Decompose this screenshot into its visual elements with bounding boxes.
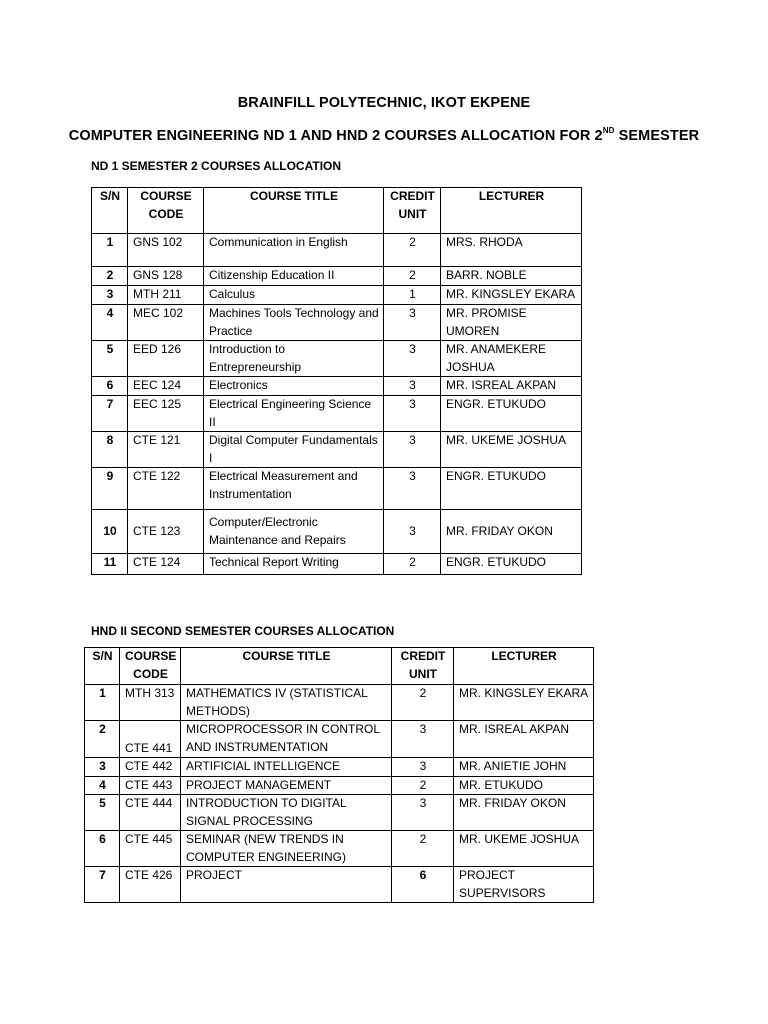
nd1-section-heading: ND 1 SEMESTER 2 COURSES ALLOCATION [91,159,342,173]
col-header-sn: S/N [92,188,128,234]
cell-credit-unit: 2 [384,234,441,267]
cell-lecturer: MR. ISREAL AKPAN [441,377,582,396]
cell-course-code: CTE 124 [128,554,204,575]
col-header-course-title: COURSE TITLE [204,188,384,234]
cell-sn: 4 [85,776,120,795]
table-row [85,758,594,777]
table-row [92,234,582,267]
cell-credit-unit: 3 [392,758,454,777]
cell-course-code: CTE 442 [120,758,181,777]
cell-credit-unit: 3 [384,341,441,377]
cell-lecturer: MR. UKEME JOSHUA [454,831,594,867]
cell-course-code: EEC 124 [128,377,204,396]
cell-lecturer: MR. KINGSLEY EKARA [454,685,594,721]
cell-course-code: CTE 426 [120,867,181,903]
cell-sn: 2 [85,721,120,758]
col-header-credit-unit: CREDIT UNIT [384,188,441,234]
subtitle-superscript: ND [602,126,615,135]
cell-course-title: Electrical Engineering Science II [204,396,384,432]
cell-course-code: CTE 121 [128,432,204,468]
col-header-course-code: COURSE CODE [120,648,181,685]
cell-sn: 6 [92,377,128,396]
cell-credit-unit: 3 [384,510,441,554]
col-header-lecturer: LECTURER [454,648,594,685]
cell-course-code: MEC 102 [128,305,204,341]
cell-course-code: CTE 444 [120,795,181,831]
cell-sn: 7 [92,396,128,432]
cell-course-code: CTE 122 [128,468,204,510]
cell-lecturer: PROJECT SUPERVISORS [454,867,594,903]
cell-course-code: CTE 123 [128,510,204,554]
cell-sn: 2 [92,267,128,286]
cell-credit-unit: 3 [392,721,454,758]
cell-course-title: ARTIFICIAL INTELLIGENCE [181,758,392,777]
cell-lecturer: ENGR. ETUKUDO [441,468,582,510]
cell-credit-unit: 2 [384,554,441,575]
cell-course-code: CTE 445 [120,831,181,867]
table-row [85,685,594,721]
cell-course-title: Citizenship Education II [204,267,384,286]
cell-course-title: SEMINAR (NEW TRENDS IN COMPUTER ENGINEERING) [181,831,392,867]
table-header-row [92,188,582,234]
col-header-credit-unit: CREDIT UNIT [392,648,454,685]
table-row [85,795,594,831]
table-row [92,554,582,575]
cell-course-code: EEC 125 [128,396,204,432]
table-row [92,432,582,468]
cell-course-code: GNS 128 [128,267,204,286]
cell-sn: 9 [92,468,128,510]
cell-lecturer: ENGR. ETUKUDO [441,554,582,575]
cell-lecturer: MR. FRIDAY OKON [441,510,582,554]
subtitle-main: COMPUTER ENGINEERING ND 1 AND HND 2 COURSES ALLOCATION FOR 2 [68,128,603,144]
col-header-course-title: COURSE TITLE [181,648,392,685]
hnd2-section-heading: HND II SECOND SEMESTER COURSES ALLOCATION [91,624,395,638]
cell-course-title: Electrical Measurement and Instrumentation [204,468,384,510]
cell-sn: 1 [92,234,128,267]
cell-course-title: INTRODUCTION TO DIGITAL SIGNAL PROCESSING [181,795,392,831]
table-row [92,341,582,377]
cell-credit-unit: 2 [384,267,441,286]
cell-credit-unit: 3 [384,305,441,341]
cell-sn: 11 [92,554,128,575]
cell-credit-unit: 1 [384,286,441,305]
cell-credit-unit: 3 [384,432,441,468]
cell-credit-unit: 2 [392,776,454,795]
table-row [92,468,582,510]
cell-credit-unit: 2 [392,831,454,867]
cell-lecturer: MRS. RHODA [441,234,582,267]
cell-sn: 3 [92,286,128,305]
col-header-sn: S/N [85,648,120,685]
cell-course-title: Communication in English [204,234,384,267]
document-subtitle [0,128,768,144]
nd1-courses-table [91,187,582,575]
cell-sn: 8 [92,432,128,468]
col-header-course-code: COURSE CODE [128,188,204,234]
cell-course-title: PROJECT [181,867,392,903]
table-row [85,776,594,795]
cell-course-code: EED 126 [128,341,204,377]
cell-credit-unit: 3 [384,468,441,510]
cell-course-code: MTH 211 [128,286,204,305]
cell-lecturer: BARR. NOBLE [441,267,582,286]
col-header-lecturer: LECTURER [441,188,582,234]
table-row [92,267,582,286]
table-row [92,377,582,396]
cell-course-code: GNS 102 [128,234,204,267]
cell-sn: 1 [85,685,120,721]
cell-course-title: Technical Report Writing [204,554,384,575]
cell-sn: 5 [92,341,128,377]
cell-course-title: Computer/Electronic Maintenance and Repairs [204,510,384,554]
cell-credit-unit: 2 [392,685,454,721]
cell-lecturer: MR. PROMISE UMOREN [441,305,582,341]
table-row [85,867,594,903]
table-header-row [85,648,594,685]
cell-sn: 5 [85,795,120,831]
hnd2-courses-table [84,647,594,903]
cell-lecturer: MR. UKEME JOSHUA [441,432,582,468]
cell-course-title: Machines Tools Technology and Practice [204,305,384,341]
table-row [92,396,582,432]
table-row [92,510,582,554]
table-row [85,831,594,867]
cell-course-code: CTE 441 [120,721,181,758]
cell-sn: 7 [85,867,120,903]
cell-lecturer: MR. ISREAL AKPAN [454,721,594,758]
cell-course-code: MTH 313 [120,685,181,721]
cell-course-title: MATHEMATICS IV (STATISTICAL METHODS) [181,685,392,721]
cell-course-title: Introduction to Entrepreneurship [204,341,384,377]
cell-credit-unit: 3 [384,377,441,396]
cell-credit-unit: 3 [392,795,454,831]
cell-course-title: MICROPROCESSOR IN CONTROL AND INSTRUMENTATION [181,721,392,758]
cell-course-title: PROJECT MANAGEMENT [181,776,392,795]
cell-lecturer: MR. FRIDAY OKON [454,795,594,831]
cell-lecturer: MR. KINGSLEY EKARA [441,286,582,305]
subtitle-end: SEMESTER [614,128,700,144]
table-row [92,305,582,341]
cell-sn: 4 [92,305,128,341]
cell-lecturer: MR. ANAMEKERE JOSHUA [441,341,582,377]
cell-course-title: Calculus [204,286,384,305]
cell-sn: 10 [92,510,128,554]
cell-lecturer: ENGR. ETUKUDO [441,396,582,432]
institution-title: BRAINFILL POLYTECHNIC, IKOT EKPENE [237,95,531,111]
table-row [85,721,594,758]
cell-credit-unit: 3 [384,396,441,432]
cell-credit-unit: 6 [392,867,454,903]
cell-lecturer: MR. ETUKUDO [454,776,594,795]
cell-course-code: CTE 443 [120,776,181,795]
cell-sn: 3 [85,758,120,777]
cell-sn: 6 [85,831,120,867]
cell-course-title: Electronics [204,377,384,396]
cell-course-title: Digital Computer Fundamentals I [204,432,384,468]
table-row [92,286,582,305]
cell-lecturer: MR. ANIETIE JOHN [454,758,594,777]
